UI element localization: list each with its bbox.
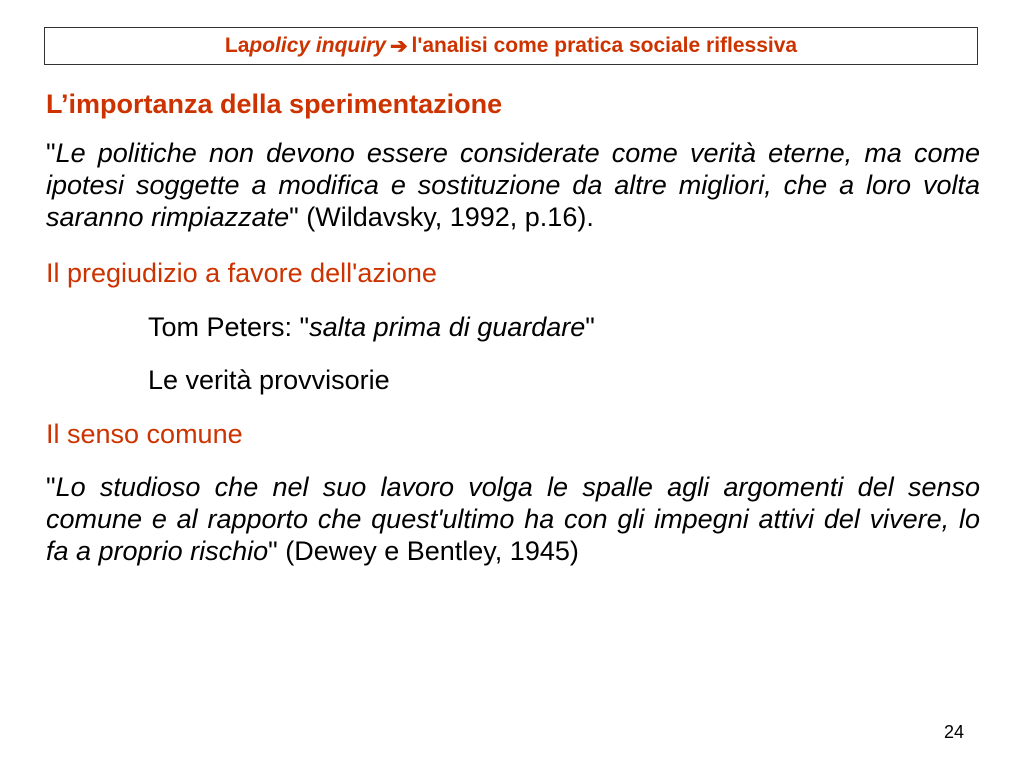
line-italic: salta prima di guardare <box>309 312 586 342</box>
quote-text: Lo studioso che nel suo lavoro volga le spalle agli argomenti del senso comune e al rapporto che quest'ultimo ha con gli impegni attivi del vivere, lo fa a proprio rischio <box>46 472 980 566</box>
quote-dewey <box>46 471 980 567</box>
quote-text: Le politiche non devono essere considerate come verità eterne, ma come ipotesi soggette a modifica e sostituzione da altre migliori, che a loro volta saranno rimpiazzate <box>46 138 980 232</box>
slide-body <box>46 88 980 567</box>
heading-senso-comune: Il senso comune <box>46 419 243 449</box>
quote-open: " <box>46 138 56 168</box>
line-prefix: Tom Peters: " <box>148 312 310 342</box>
title-italic: policy inquiry <box>249 34 386 57</box>
citation: (Dewey e Bentley, 1945) <box>277 536 579 566</box>
tom-peters-line <box>46 311 980 343</box>
citation: (Wildavsky, 1992, p.16). <box>298 202 594 232</box>
quote-open: " <box>46 472 56 502</box>
title-suffix: l'analisi come pratica sociale riflessiva <box>411 34 798 57</box>
heading-pregiudizio: Il pregiudizio a favore dell'azione <box>46 258 437 288</box>
quote-wildavsky <box>46 137 980 233</box>
title-prefix: La <box>224 34 250 57</box>
quote-close: " <box>268 536 278 566</box>
quote-close: " <box>289 202 299 232</box>
slide-title <box>44 27 978 65</box>
heading-sperimentazione: L’importanza della sperimentazione <box>46 89 503 119</box>
page-number: 24 <box>943 722 964 742</box>
line-suffix: " <box>585 312 595 342</box>
arrow-icon: ➔ <box>389 34 408 58</box>
verita-provvisorie-line: Le verità provvisorie <box>148 365 390 395</box>
